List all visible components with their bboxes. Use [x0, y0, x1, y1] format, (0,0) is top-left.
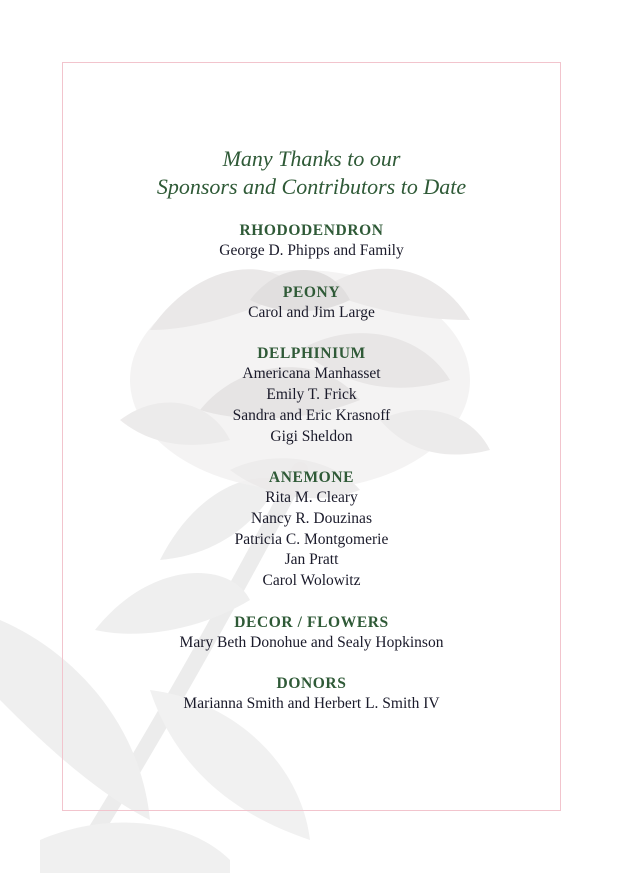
page-title	[62, 145, 561, 201]
sponsor-name: Mary Beth Donohue and Sealy Hopkinson	[179, 633, 444, 651]
section-heading: DELPHINIUM	[257, 345, 366, 363]
section-delphinium	[62, 344, 561, 447]
sponsor-name: Americana Manhasset	[242, 365, 381, 383]
sponsor-name: Carol and Jim Large	[248, 303, 375, 321]
sponsor-name: Emily T. Frick	[266, 386, 357, 404]
section-heading: PEONY	[282, 283, 341, 301]
sponsor-list	[62, 145, 561, 736]
sponsor-name: Rita M. Cleary	[265, 489, 358, 507]
sponsor-name: Carol Wolowitz	[262, 572, 361, 590]
sponsor-name: Nancy R. Douzinas	[251, 509, 372, 527]
section-anemone	[62, 468, 561, 592]
section-heading: RHODODENDRON	[239, 222, 384, 239]
sponsor-name: Jan Pratt	[284, 551, 339, 569]
section-heading: DONORS	[276, 675, 347, 693]
section-heading: DECOR / FLOWERS	[234, 613, 389, 631]
section-decor-flowers	[62, 613, 561, 654]
sponsor-name: Gigi Sheldon	[270, 427, 353, 445]
title-line-1: Many Thanks to our	[222, 146, 401, 171]
section-peony	[62, 283, 561, 324]
section-rhododendron	[62, 221, 561, 262]
sponsor-name: George D. Phipps and Family	[219, 242, 404, 259]
sponsor-name: Marianna Smith and Herbert L. Smith IV	[183, 695, 440, 713]
sponsor-name: Sandra and Eric Krasnoff	[232, 406, 391, 424]
sponsor-name: Patricia C. Montgomerie	[234, 530, 389, 548]
section-heading: ANEMONE	[268, 469, 355, 487]
section-donors	[62, 674, 561, 715]
title-line-2: Sponsors and Contributors to Date	[156, 174, 467, 199]
